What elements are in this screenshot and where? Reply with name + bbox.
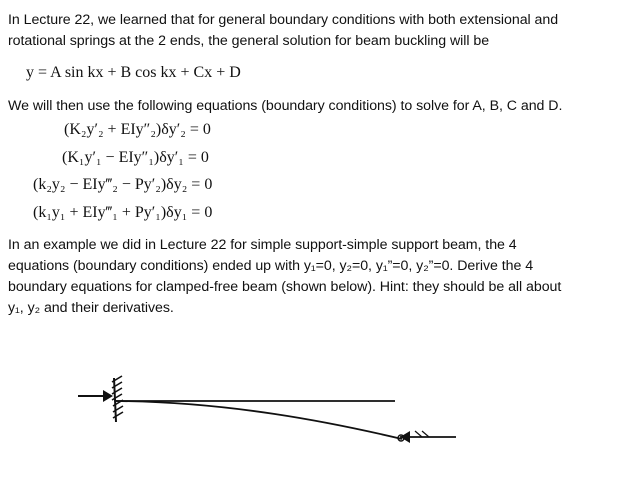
deflected-beam (116, 401, 402, 439)
clamped-free-beam-figure (0, 340, 627, 482)
left-load-arrow (78, 390, 113, 402)
question-line-2: equations (boundary conditions) ended up with y₁=0, y₂=0, y₁”=0, y₂”=0. Derive the 4 (8, 258, 534, 274)
intro-line-2: rotational springs at the 2 ends, the general solution for beam buckling will be (8, 33, 490, 49)
intro-line-1: In Lecture 22, we learned that for general boundary conditions with both extensional and (8, 12, 559, 28)
boundary-equation-3: (k₂y₂ − EIy‴₂ − Py′₂)δy₂ = 0 (33, 176, 213, 193)
boundary-equation-1: (K₂y′₂ + EIy″₂)δy′₂ = 0 (64, 121, 211, 138)
right-load-arrow (400, 431, 456, 443)
question-line-4: y₁, y₂ and their derivatives. (8, 300, 174, 316)
boundary-equation-4: (k₁y₁ + EIy‴₁ + Py′₁)δy₁ = 0 (33, 204, 213, 221)
boundary-equation-2: (K₁y′₁ − EIy″₁)δy′₁ = 0 (62, 149, 209, 166)
boundary-conditions-intro: We will then use the following equations (boundary conditions) to solve for A, B, C and D. (8, 98, 563, 114)
clamped-support (112, 376, 123, 422)
general-solution-equation: y = A sin kx + B cos kx + Cx + D (26, 64, 241, 81)
question-line-3: boundary equations for clamped-free beam (shown below). Hint: they should be all about (8, 279, 562, 295)
question-line-1: In an example we did in Lecture 22 for simple support-simple support beam, the 4 (8, 237, 517, 253)
